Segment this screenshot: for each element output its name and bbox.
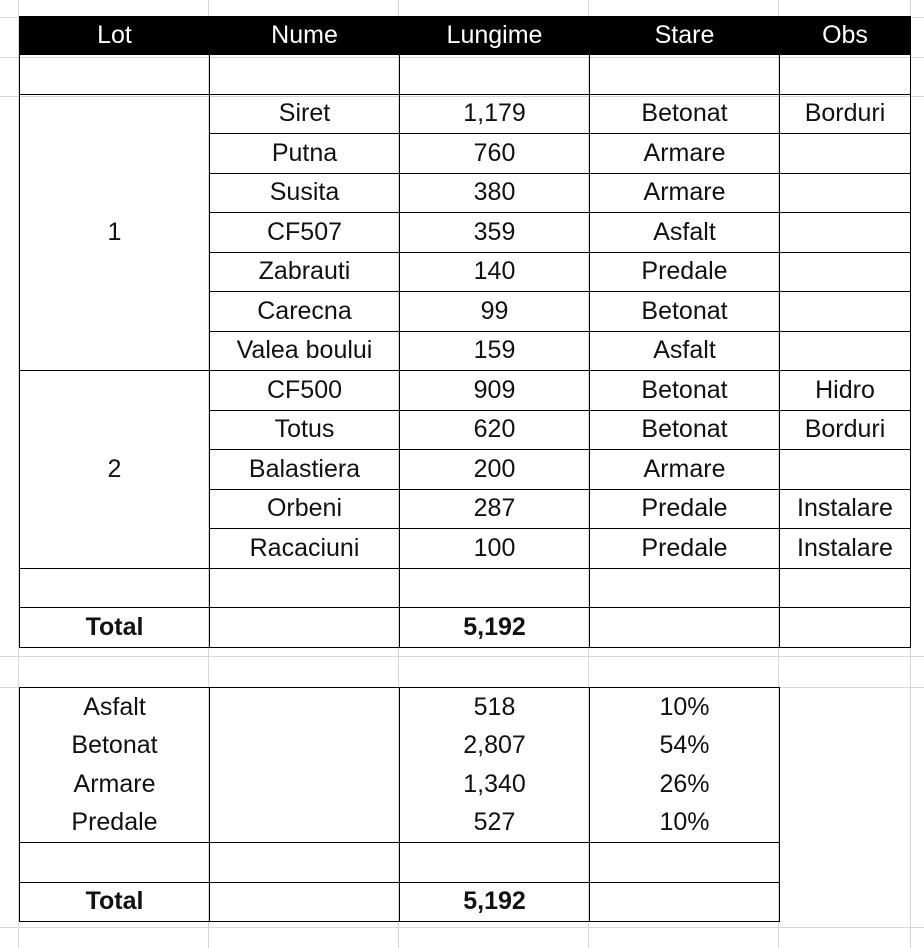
total-value[interactable]: 5,192 (400, 608, 590, 648)
cell-obs[interactable]: Instalare (780, 489, 911, 529)
cell-lungime[interactable]: 99 (400, 292, 590, 332)
summary-pct[interactable]: 10% (590, 804, 780, 843)
empty-cell[interactable] (590, 608, 780, 648)
header-row (20, 17, 911, 55)
empty-cell[interactable] (590, 568, 780, 608)
summary-row (20, 688, 780, 727)
empty-cell[interactable] (210, 843, 400, 883)
header-stare[interactable]: Stare (590, 17, 780, 55)
cell-stare[interactable]: Betonat (590, 292, 780, 332)
cell-obs[interactable]: Borduri (780, 94, 911, 134)
header-obs[interactable]: Obs (780, 17, 911, 55)
summary-stare[interactable]: Armare (20, 765, 210, 804)
cell-nume[interactable]: Valea boului (210, 331, 400, 371)
header-lungime[interactable]: Lungime (400, 17, 590, 55)
cell-stare[interactable]: Betonat (590, 371, 780, 411)
empty-row (20, 843, 780, 883)
empty-cell[interactable] (400, 568, 590, 608)
cell-obs[interactable] (780, 134, 911, 174)
cell-nume[interactable]: CF507 (210, 213, 400, 253)
summary-pct[interactable]: 26% (590, 765, 780, 804)
summary-lungime[interactable]: 2,807 (400, 727, 590, 766)
total-label[interactable]: Total (20, 608, 210, 648)
cell-obs[interactable] (780, 213, 911, 253)
cell-lungime[interactable]: 140 (400, 252, 590, 292)
empty-cell[interactable] (20, 843, 210, 883)
summary-total-row (20, 882, 780, 922)
summary-lungime[interactable]: 1,340 (400, 765, 590, 804)
table-row (20, 94, 911, 134)
cell-stare[interactable]: Armare (590, 450, 780, 490)
lots-table (19, 16, 911, 648)
empty-cell[interactable] (20, 55, 210, 95)
summary-stare[interactable]: Predale (20, 804, 210, 843)
summary-pct[interactable]: 54% (590, 727, 780, 766)
cell-stare[interactable]: Predale (590, 489, 780, 529)
summary-pct[interactable]: 10% (590, 688, 780, 727)
lot-number[interactable]: 1 (20, 94, 210, 371)
cell-nume[interactable]: CF500 (210, 371, 400, 411)
cell-nume[interactable]: Zabrauti (210, 252, 400, 292)
cell-obs[interactable] (780, 173, 911, 213)
empty-cell[interactable] (20, 568, 210, 608)
summary-table (19, 687, 780, 922)
cell-lungime[interactable]: 359 (400, 213, 590, 253)
cell-nume[interactable]: Balastiera (210, 450, 400, 490)
cell-nume[interactable]: Susita (210, 173, 400, 213)
cell-obs[interactable]: Instalare (780, 529, 911, 569)
cell-lungime[interactable]: 287 (400, 489, 590, 529)
empty-cell[interactable] (590, 843, 780, 883)
header-nume[interactable]: Nume (210, 17, 400, 55)
cell-obs[interactable] (780, 450, 911, 490)
cell-nume[interactable]: Putna (210, 134, 400, 174)
cell-stare[interactable]: Predale (590, 252, 780, 292)
cell-stare[interactable]: Predale (590, 529, 780, 569)
cell-nume[interactable]: Racaciuni (210, 529, 400, 569)
summary-row (20, 765, 780, 804)
summary-row (20, 727, 780, 766)
cell-nume[interactable]: Siret (210, 94, 400, 134)
table-row (20, 371, 911, 411)
cell-stare[interactable]: Asfalt (590, 331, 780, 371)
cell-lungime[interactable]: 1,179 (400, 94, 590, 134)
empty-cell[interactable] (780, 608, 911, 648)
cell-obs[interactable] (780, 331, 911, 371)
cell-lungime[interactable]: 380 (400, 173, 590, 213)
summary-lungime[interactable]: 518 (400, 688, 590, 727)
empty-cell[interactable] (210, 688, 400, 727)
empty-row (20, 55, 911, 95)
empty-cell[interactable] (590, 882, 780, 922)
header-lot[interactable]: Lot (20, 17, 210, 55)
empty-cell[interactable] (780, 55, 911, 95)
cell-lungime[interactable]: 760 (400, 134, 590, 174)
empty-cell[interactable] (400, 843, 590, 883)
cell-lungime[interactable]: 909 (400, 371, 590, 411)
empty-cell[interactable] (210, 727, 400, 766)
empty-cell[interactable] (210, 608, 400, 648)
cell-obs[interactable] (780, 292, 911, 332)
cell-nume[interactable]: Carecna (210, 292, 400, 332)
summary-row (20, 804, 780, 843)
cell-lungime[interactable]: 620 (400, 410, 590, 450)
cell-stare[interactable]: Asfalt (590, 213, 780, 253)
empty-cell[interactable] (400, 55, 590, 95)
cell-nume[interactable]: Orbeni (210, 489, 400, 529)
cell-stare[interactable]: Betonat (590, 410, 780, 450)
empty-cell[interactable] (210, 568, 400, 608)
empty-cell[interactable] (210, 55, 400, 95)
cell-obs[interactable] (780, 252, 911, 292)
cell-obs[interactable]: Borduri (780, 410, 911, 450)
summary-lungime[interactable]: 527 (400, 804, 590, 843)
cell-stare[interactable]: Armare (590, 173, 780, 213)
cell-lungime[interactable]: 200 (400, 450, 590, 490)
summary-total-label[interactable]: Total (20, 882, 210, 922)
summary-stare[interactable]: Asfalt (20, 688, 210, 727)
empty-cell[interactable] (210, 882, 400, 922)
summary-total-value[interactable]: 5,192 (400, 882, 590, 922)
empty-cell[interactable] (210, 765, 400, 804)
cell-obs[interactable]: Hidro (780, 371, 911, 411)
empty-cell[interactable] (210, 804, 400, 843)
empty-row (20, 568, 911, 608)
empty-cell[interactable] (590, 55, 780, 95)
summary-stare[interactable]: Betonat (20, 727, 210, 766)
cell-stare[interactable]: Betonat (590, 94, 780, 134)
empty-cell[interactable] (780, 568, 911, 608)
cell-nume[interactable]: Totus (210, 410, 400, 450)
cell-lungime[interactable]: 100 (400, 529, 590, 569)
cell-lungime[interactable]: 159 (400, 331, 590, 371)
total-row (20, 608, 911, 648)
cell-stare[interactable]: Armare (590, 134, 780, 174)
lot-number[interactable]: 2 (20, 371, 210, 569)
